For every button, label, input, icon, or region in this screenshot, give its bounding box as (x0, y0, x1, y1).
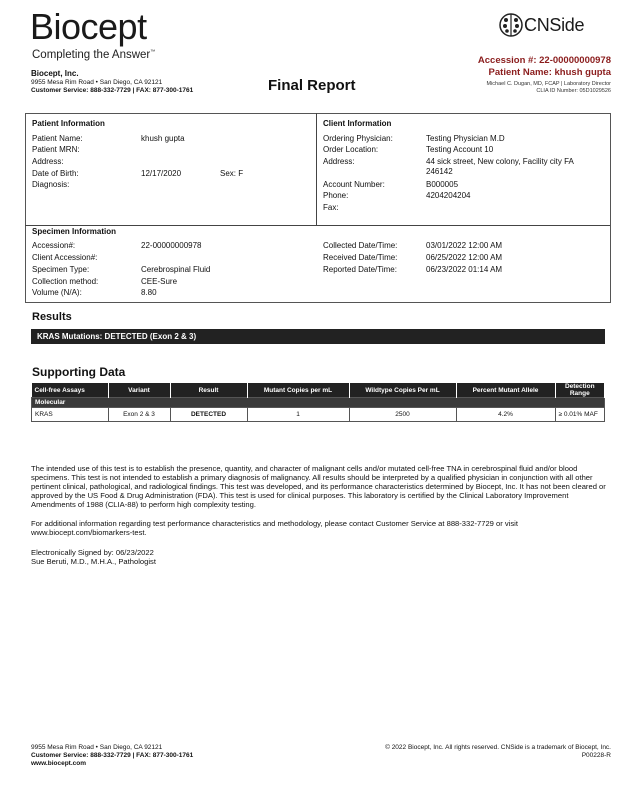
customer-service: Customer Service: 888-332-7729 | FAX: 877-300-1761 (31, 87, 194, 94)
reported-label: Reported Date/Time: (323, 265, 397, 274)
table-cell: KRAS (32, 408, 109, 422)
lab-director: Michael C. Dugan, MD, FCAP | Laboratory Director CLIA ID Number: 05D1029526 (486, 81, 611, 94)
phone-value: 4204204204 (426, 191, 471, 200)
dob-value: 12/17/2020 (141, 169, 182, 178)
specimen-info-heading: Specimen Information (32, 227, 117, 236)
header-patient-name: Patient Name: khush gupta (488, 67, 611, 78)
biocept-logo: Biocept (30, 6, 147, 47)
logo-tagline: Completing the Answer™ (32, 49, 156, 61)
col-header: Variant (108, 383, 170, 398)
brain-icon (498, 12, 524, 38)
collection-method-value: CEE-Sure (141, 277, 178, 286)
table-cell: 2500 (349, 408, 456, 422)
patient-name-label: Patient Name: (32, 134, 83, 143)
info-box (25, 113, 611, 303)
col-header: Result (170, 383, 247, 398)
dob-label: Date of Birth: (32, 169, 79, 178)
table-cell: DETECTED (170, 408, 247, 422)
volume-label: Volume (N/A): (32, 288, 82, 297)
phone-label: Phone: (323, 191, 349, 200)
specimen-accession-label: Accession#: (32, 241, 76, 250)
collected-value: 03/01/2022 12:00 AM (426, 241, 503, 250)
table-row (32, 408, 605, 422)
specimen-accession-value: 22-00000000978 (141, 241, 202, 250)
reported-value: 06/23/2022 01:14 AM (426, 265, 503, 274)
account-label: Account Number: (323, 180, 385, 189)
account-value: B000005 (426, 180, 459, 189)
footer-website: www.biocept.com (31, 760, 87, 767)
physician-label: Ordering Physician: (323, 134, 393, 143)
collection-method-label: Collection method: (32, 277, 99, 286)
signed-line: Electronically Signed by: 06/23/2022 (31, 548, 154, 557)
client-info-heading: Client Information (323, 119, 392, 128)
physician-value: Testing Physician M.D (426, 134, 505, 143)
footer-address-block (31, 744, 193, 768)
table-cell: Exon 2 & 3 (108, 408, 170, 422)
col-header: Wildtype Copies Per mL (349, 383, 456, 398)
results-heading: Results (32, 311, 72, 323)
supporting-data-heading: Supporting Data (32, 365, 126, 379)
col-header: Cell-free Assays (32, 383, 109, 398)
patient-info-heading: Patient Information (32, 119, 105, 128)
collected-label: Collected Date/Time: (323, 241, 398, 250)
location-label: Order Location: (323, 145, 379, 154)
specimen-type-value: Cerebrospinal Fluid (141, 265, 211, 274)
fax-label: Fax: (323, 203, 339, 212)
results-bar: KRAS Mutations: DETECTED (Exon 2 & 3) (31, 329, 605, 344)
accession-number: Accession #: 22-00000000978 (477, 55, 611, 66)
footer-copyright: © 2022 Biocept, Inc. All rights reserved. CNSide is a trademark of Biocept, Inc. (385, 744, 611, 751)
group-label: Molecular (32, 398, 605, 408)
company-name: Biocept, Inc. (31, 69, 79, 78)
client-address-label: Address: (323, 157, 355, 166)
table-cell: 1 (247, 408, 349, 422)
table-cell: ≥ 0.01% MAF (555, 408, 605, 422)
signer-line: Sue Beruti, M.D., M.H.A., Pathologist (31, 557, 156, 566)
patient-address-label: Address: (32, 157, 64, 166)
additional-info-paragraph: For additional information regarding test performance characteristics and methodology, please contact Customer Service at 888-332-7729 or visit www.biocept.com/biomarkers-test. (31, 519, 518, 537)
supporting-data-table (31, 383, 605, 422)
diagnosis-label: Diagnosis: (32, 180, 70, 189)
col-header: Detection Range (555, 383, 605, 398)
cnside-wordmark: CNSide (524, 14, 585, 35)
col-header: Mutant Copies per mL (247, 383, 349, 398)
table-cell: 4.2% (456, 408, 555, 422)
patient-name-value: khush gupta (141, 134, 185, 143)
footer-customer-service: Customer Service: 888-332-7729 | FAX: 877-300-1761 (31, 752, 194, 759)
intended-use-paragraph: The intended use of this test is to establish the presence, quantity, and character of malignant cells and/or mutated cell-free TNA in cerebrospinal fluid and/or blood specimens. This test is not intended to establish a primary diagnosis of malignancy. All results should be interpreted by a qualified physician in conjunction with all other pertinent clinical, pathological, and radiological findings. This test was developed, and its performance characteristics determined by Biocept, Inc. It has not been cleared or approved by the US Food & Drug Administration (FDA). This test is used for clinical purposes. This laboratory is certified by the Clinical Laboratory Improvement Amendments of 1988 (CLIA-88) to perform high complexity testing. (31, 464, 606, 509)
table-header-row (32, 383, 605, 398)
patient-mrn-label: Patient MRN: (32, 145, 80, 154)
received-label: Received Date/Time: (323, 253, 398, 262)
client-accession-label: Client Accession#: (32, 253, 98, 262)
client-address-value: 44 sick street, New colony, Facility city FA 246142 (426, 157, 574, 176)
report-title: Final Report (268, 77, 356, 94)
specimen-type-label: Specimen Type: (32, 265, 90, 274)
group-row (32, 398, 605, 408)
footer-code: P00228-R (581, 752, 611, 759)
volume-value: 8.80 (141, 288, 157, 297)
col-header: Percent Mutant Allele (456, 383, 555, 398)
location-value: Testing Account 10 (426, 145, 494, 154)
received-value: 06/25/2022 12:00 AM (426, 253, 503, 262)
footer-legal-block (385, 744, 611, 760)
sex-value: Sex: F (220, 169, 244, 178)
company-address: 9955 Mesa Rim Road • San Diego, CA 92121 (31, 79, 163, 86)
cnside-logo (498, 12, 584, 38)
footer-address: 9955 Mesa Rim Road • San Diego, CA 92121 (31, 744, 163, 751)
